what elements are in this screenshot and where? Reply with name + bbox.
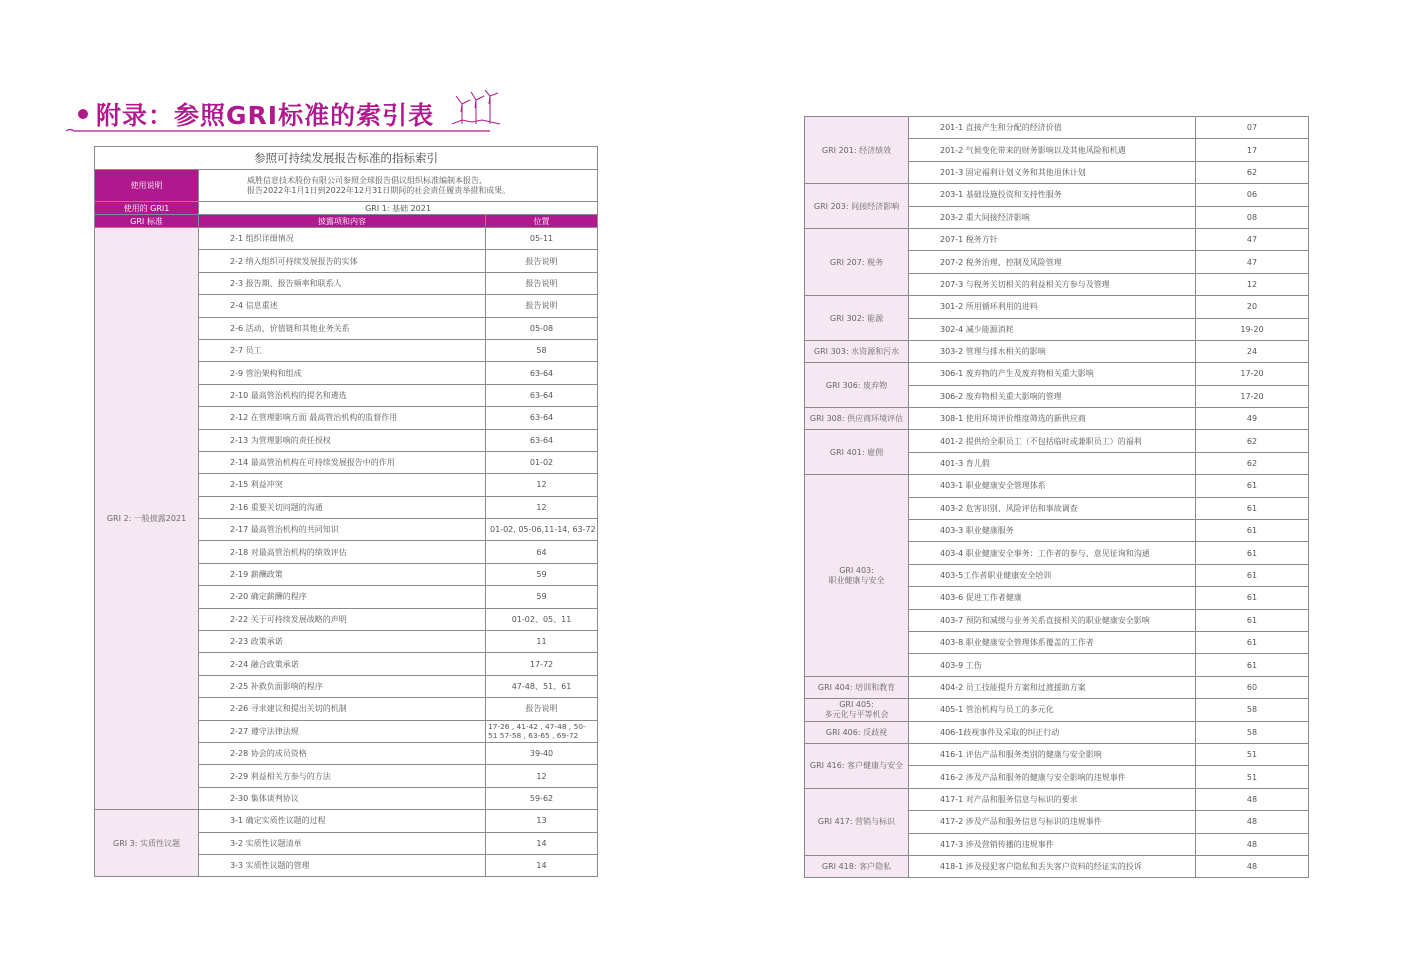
disclosure-item: 2-2 纳入组织可持续发展报告的实体: [199, 250, 486, 272]
position-cell: 06: [1196, 184, 1309, 206]
disclosure-item: 2-20 确定薪酬的程序: [199, 586, 486, 608]
disclosure-item: 2-26 寻求建议和提出关切的机制: [199, 698, 486, 720]
table-row: [805, 788, 1309, 810]
position-cell: 49: [1196, 408, 1309, 430]
position-cell: 61: [1196, 475, 1309, 497]
position-cell: 08: [1196, 206, 1309, 228]
position-cell: 19-20: [1196, 318, 1309, 340]
table-row: [805, 676, 1309, 698]
wind-turbine-icon: [452, 90, 502, 134]
disclosure-item: 403-9 工伤: [909, 654, 1196, 676]
page-title: 附录：参照GRI标准的索引表: [96, 101, 435, 130]
position-cell: 17-26 , 41-42 , 47-48 , 50-51 57-58 , 63-65 , 69-72: [486, 720, 598, 742]
disclosure-item: 201-3 固定福利计划义务和其他退休计划: [909, 161, 1196, 183]
position-cell: 47-48、51、61: [486, 675, 598, 697]
disclosure-item: 2-17 最高管治机构的共同知识: [199, 519, 486, 541]
left-index-table: [94, 146, 598, 877]
position-cell: 61: [1196, 520, 1309, 542]
disclosure-item: 417-2 涉及产品和服务信息与标识的违规事件: [909, 811, 1196, 833]
position-cell: 61: [1196, 654, 1309, 676]
disclosure-item: 2-12 在管理影响方面 最高管治机构的监督作用: [199, 407, 486, 429]
category-cell: GRI 306: 废弃物: [805, 363, 909, 408]
disclosure-item: 2-27 遵守法律法规: [199, 720, 486, 742]
position-cell: 报告说明: [486, 698, 598, 720]
position-cell: 58: [1196, 699, 1309, 721]
position-cell: 12: [486, 474, 598, 496]
disclosure-item: 2-14 最高管治机构在可持续发展报告中的作用: [199, 451, 486, 473]
table-row: [805, 184, 1309, 206]
disclosure-item: 2-13 为管理影响的责任授权: [199, 429, 486, 451]
disclosure-item: 405-1 管治机构与员工的多元化: [909, 699, 1196, 721]
disclosure-item: 2-24 融合政策承诺: [199, 653, 486, 675]
table-row: [805, 340, 1309, 362]
position-cell: 62: [1196, 452, 1309, 474]
table-row: [95, 810, 598, 832]
disclosure-item: 2-9 管治架构和组成: [199, 362, 486, 384]
position-cell: 51: [1196, 766, 1309, 788]
position-cell: 63-64: [486, 362, 598, 384]
position-cell: 48: [1196, 855, 1309, 877]
disclosure-item: 2-4 信息重述: [199, 295, 486, 317]
position-cell: 12: [1196, 273, 1309, 295]
disclosure-item: 303-2 管理与排水相关的影响: [909, 340, 1196, 362]
position-cell: 60: [1196, 676, 1309, 698]
disclosure-item: 2-18 对最高管治机构的绩效评估: [199, 541, 486, 563]
disclosure-item: 308-1 使用环境评价维度筛选的新供应商: [909, 408, 1196, 430]
usage-description: 威胜信息技术股份有限公司参照全球报告倡议组织标准编制本报告, 报告2022年1月1日到2022年12月31日期间的社会责任履责举措和成果。: [199, 170, 598, 202]
category-cell: GRI 404: 培训和教育: [805, 676, 909, 698]
disclosure-item: 3-2 实质性议题清单: [199, 832, 486, 854]
category-cell: GRI 201: 经济绩效: [805, 117, 909, 184]
disclosure-item: 207-3 与税务关切相关的利益相关方参与及管理: [909, 273, 1196, 295]
position-cell: 64: [486, 541, 598, 563]
table-row: [805, 228, 1309, 250]
disclosure-item: 403-6 促进工作者健康: [909, 587, 1196, 609]
position-cell: 61: [1196, 631, 1309, 653]
position-cell: 59-62: [486, 787, 598, 809]
disclosure-item: 418-1 涉及侵犯客户隐私和丢失客户资料的经证实的投诉: [909, 855, 1196, 877]
category-cell: GRI 416: 客户健康与安全: [805, 743, 909, 788]
disclosure-item: 401-2 提供给全职员工（不包括临时或兼职员工）的福利: [909, 430, 1196, 452]
title-underline: [66, 128, 490, 131]
disclosure-item: 404-2 员工技能提升方案和过渡援助方案: [909, 676, 1196, 698]
title-bullet-icon: [78, 109, 88, 119]
disclosure-item: 2-25 补救负面影响的程序: [199, 675, 486, 697]
position-cell: 20: [1196, 296, 1309, 318]
position-cell: 63-64: [486, 407, 598, 429]
category-cell: GRI 2: 一般披露2021: [95, 228, 199, 810]
disclosure-item: 306-2 废弃物相关重大影响的管理: [909, 385, 1196, 407]
category-cell: GRI 405: 多元化与平等机会: [805, 699, 909, 721]
disclosure-item: 203-1 基础设施投资和支持性服务: [909, 184, 1196, 206]
disclosure-item: 403-2 危害识别、风险评估和事故调查: [909, 497, 1196, 519]
position-cell: 报告说明: [486, 295, 598, 317]
disclosure-item: 203-2 重大间接经济影响: [909, 206, 1196, 228]
position-cell: 14: [486, 854, 598, 876]
table-row: [805, 363, 1309, 385]
disclosure-item: 2-10 最高管治机构的提名和遴选: [199, 384, 486, 406]
disclosure-item: 406-1歧视事件及采取的纠正行动: [909, 721, 1196, 743]
position-cell: 48: [1196, 811, 1309, 833]
position-cell: 63-64: [486, 429, 598, 451]
position-cell: 17: [1196, 139, 1309, 161]
table-row: [805, 475, 1309, 497]
position-cell: 01-02, 05-06,11-14, 63-72: [486, 519, 598, 541]
position-cell: 39-40: [486, 742, 598, 764]
position-cell: 62: [1196, 161, 1309, 183]
disclosure-item: 401-3 育儿假: [909, 452, 1196, 474]
table-row: [805, 699, 1309, 721]
position-cell: 47: [1196, 228, 1309, 250]
category-cell: GRI 207: 税务: [805, 228, 909, 295]
category-cell: GRI 308: 供应商环境评估: [805, 408, 909, 430]
disclosure-item: 417-3 涉及营销传播的违规事件: [909, 833, 1196, 855]
disclosure-item: 3-1 确定实质性议题的过程: [199, 810, 486, 832]
position-cell: 17-20: [1196, 363, 1309, 385]
disclosure-item: 2-6 活动、价值链和其他业务关系: [199, 317, 486, 339]
disclosure-item: 207-2 税务治理、控制及风险管理: [909, 251, 1196, 273]
disclosure-item: 2-15 利益冲突: [199, 474, 486, 496]
category-cell: GRI 401: 雇佣: [805, 430, 909, 475]
disclosure-item: 201-1 直接产生和分配的经济价值: [909, 117, 1196, 139]
position-cell: 61: [1196, 564, 1309, 586]
category-cell: GRI 203: 间接经济影响: [805, 184, 909, 229]
position-cell: 14: [486, 832, 598, 854]
category-cell: GRI 302: 能源: [805, 296, 909, 341]
position-cell: 24: [1196, 340, 1309, 362]
position-cell: 63-64: [486, 384, 598, 406]
disclosure-item: 3-3 实质性议题的管理: [199, 854, 486, 876]
position-cell: 报告说明: [486, 250, 598, 272]
disclosure-item: 403-7 预防和减缓与业务关系直接相关的职业健康安全影响: [909, 609, 1196, 631]
position-cell: 61: [1196, 542, 1309, 564]
category-cell: GRI 418: 客户隐私: [805, 855, 909, 877]
category-cell: GRI 303: 水资源和污水: [805, 340, 909, 362]
table-row: [805, 408, 1309, 430]
position-cell: 48: [1196, 788, 1309, 810]
disclosure-item: 2-19 薪酬政策: [199, 563, 486, 585]
position-cell: 01-02、05、11: [486, 608, 598, 630]
usage-label: 使用说明: [95, 170, 199, 202]
disclosure-item: 207-1 税务方针: [909, 228, 1196, 250]
position-cell: 58: [486, 339, 598, 361]
category-cell: GRI 403: 职业健康与安全: [805, 475, 909, 677]
disclosure-item: 403-8 职业健康安全管理体系覆盖的工作者: [909, 631, 1196, 653]
disclosure-item: 2-3 报告期、报告频率和联系人: [199, 272, 486, 294]
position-cell: 05-11: [486, 228, 598, 250]
gri1-value: GRI 1: 基础 2021: [199, 202, 598, 215]
disclosure-item: 2-1 组织详细情况: [199, 228, 486, 250]
disclosure-item: 2-7 员工: [199, 339, 486, 361]
position-cell: 58: [1196, 721, 1309, 743]
table-row: [805, 743, 1309, 765]
disclosure-item: 403-4 职业健康安全事务：工作者的参与、意见征询和沟通: [909, 542, 1196, 564]
disclosure-item: 416-2 涉及产品和服务的健康与安全影响的违规事件: [909, 766, 1196, 788]
position-cell: 62: [1196, 430, 1309, 452]
position-cell: 01-02: [486, 451, 598, 473]
table-row: [805, 430, 1309, 452]
left-table-title: 参照可持续发展报告标准的指标索引: [95, 147, 598, 170]
position-cell: 48: [1196, 833, 1309, 855]
col-header-content: 披露项和内容: [199, 215, 486, 228]
position-cell: 17-20: [1196, 385, 1309, 407]
disclosure-item: 302-4 减少能源消耗: [909, 318, 1196, 340]
position-cell: 11: [486, 631, 598, 653]
position-cell: 17-72: [486, 653, 598, 675]
gri1-label: 使用的 GRI1: [95, 202, 199, 215]
disclosure-item: 403-1 职业健康安全管理体系: [909, 475, 1196, 497]
disclosure-item: 2-22 关于可持续发展战略的声明: [199, 608, 486, 630]
position-cell: 05-08: [486, 317, 598, 339]
disclosure-item: 416-1 评估产品和服务类别的健康与安全影响: [909, 743, 1196, 765]
position-cell: 51: [1196, 743, 1309, 765]
position-cell: 报告说明: [486, 272, 598, 294]
disclosure-item: 2-29 利益相关方参与的方法: [199, 765, 486, 787]
position-cell: 61: [1196, 609, 1309, 631]
table-row: [95, 228, 598, 250]
disclosure-item: 201-2 气候变化带来的财务影响以及其他风险和机遇: [909, 139, 1196, 161]
right-index-table: [804, 116, 1309, 878]
disclosure-item: 2-23 政策承诺: [199, 631, 486, 653]
table-row: [805, 721, 1309, 743]
disclosure-item: 2-28 协会的成员资格: [199, 742, 486, 764]
position-cell: 12: [486, 496, 598, 518]
category-cell: GRI 417: 营销与标识: [805, 788, 909, 855]
table-row: [805, 296, 1309, 318]
table-row: [805, 117, 1309, 139]
disclosure-item: 2-30 集体谈判协议: [199, 787, 486, 809]
page-title-block: [66, 92, 506, 138]
disclosure-item: 403-5工作者职业健康安全培训: [909, 564, 1196, 586]
disclosure-item: 306-1 废弃物的产生及废弃物相关重大影响: [909, 363, 1196, 385]
position-cell: 13: [486, 810, 598, 832]
position-cell: 07: [1196, 117, 1309, 139]
disclosure-item: 417-1 对产品和服务信息与标识的要求: [909, 788, 1196, 810]
disclosure-item: 2-16 重要关切问题的沟通: [199, 496, 486, 518]
position-cell: 61: [1196, 497, 1309, 519]
position-cell: 12: [486, 765, 598, 787]
position-cell: 47: [1196, 251, 1309, 273]
category-cell: GRI 3: 实质性议题: [95, 810, 199, 877]
disclosure-item: 301-2 所用循环利用的进料: [909, 296, 1196, 318]
position-cell: 59: [486, 563, 598, 585]
category-cell: GRI 406: 反歧视: [805, 721, 909, 743]
col-header-position: 位置: [486, 215, 598, 228]
col-header-standard: GRI 标准: [95, 215, 199, 228]
position-cell: 59: [486, 586, 598, 608]
table-row: [805, 855, 1309, 877]
disclosure-item: 403-3 职业健康服务: [909, 520, 1196, 542]
position-cell: 61: [1196, 587, 1309, 609]
